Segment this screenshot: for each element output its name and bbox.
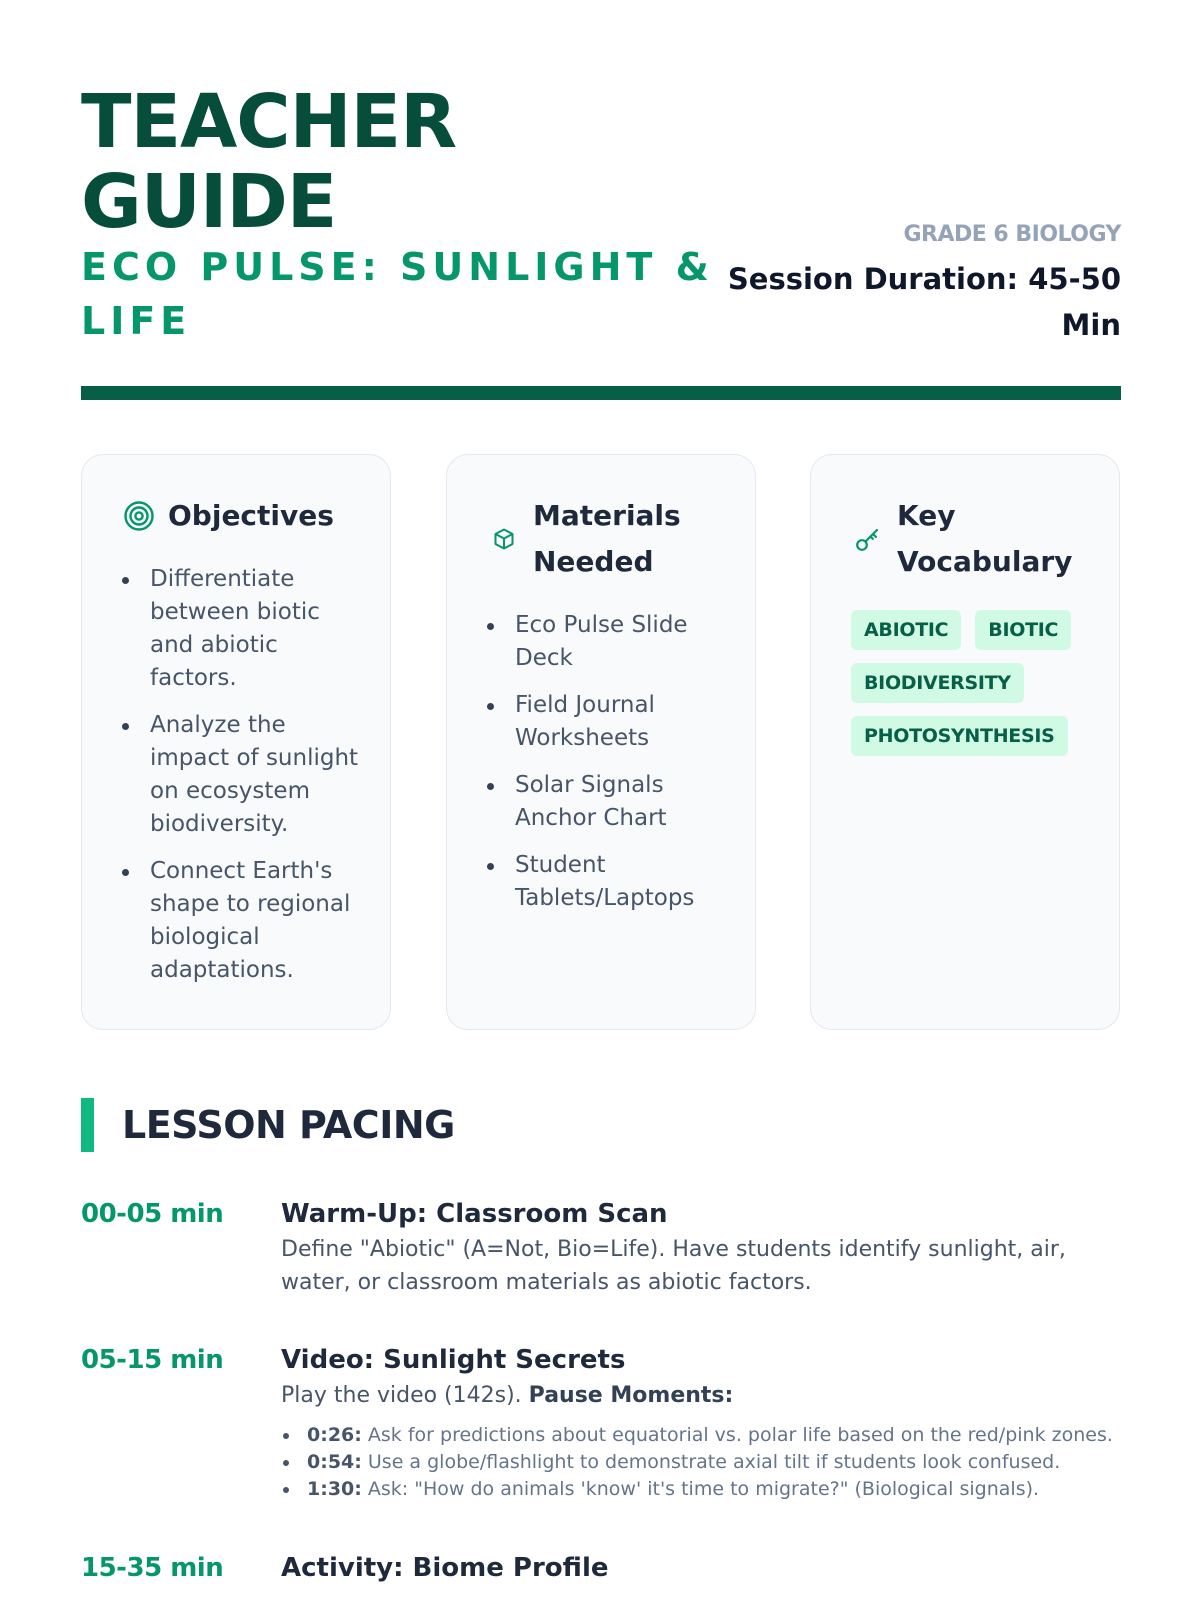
pause-timestamp: 0:54:	[307, 1451, 362, 1473]
subtitle-line-2: LIFE	[81, 299, 192, 343]
vocabulary-tags	[851, 610, 1099, 756]
materials-title	[533, 493, 681, 585]
list-item	[281, 1422, 1121, 1449]
lesson-pacing-title: LESSON PACING	[122, 1103, 455, 1147]
lesson-subtitle	[81, 240, 721, 348]
section-accent-bar	[81, 1098, 94, 1152]
list-item: Student Tablets/Laptops	[487, 849, 733, 915]
vocabulary-card	[810, 454, 1120, 1030]
pacing-step-title: Activity: Biome Profile	[281, 1553, 609, 1583]
header-divider	[81, 386, 1121, 400]
overview-cards	[81, 454, 1121, 1030]
box-icon	[487, 522, 521, 556]
list-item: Connect Earth's shape to regional biological adaptations.	[122, 855, 368, 987]
key-icon	[851, 522, 885, 556]
pause-timestamp: 0:26:	[307, 1424, 362, 1446]
vocabulary-card-header	[851, 493, 1099, 585]
pacing-step-text: Define "Abiotic" (A=Not, Bio=Life). Have students identify sunlight, air, water, or classroom materials as abiotic factors.	[281, 1237, 1066, 1295]
vocabulary-title-line-2: Vocabulary	[897, 545, 1073, 578]
pacing-time: 05-15 min	[81, 1345, 224, 1375]
materials-card	[446, 454, 756, 1030]
list-item: Eco Pulse Slide Deck	[487, 609, 733, 675]
pacing-time: 00-05 min	[81, 1199, 224, 1229]
pause-moments-label: Pause Moments:	[528, 1383, 734, 1408]
list-item	[281, 1476, 1121, 1503]
page-title	[81, 79, 701, 245]
list-item: Field Journal Worksheets	[487, 689, 733, 755]
target-icon	[122, 499, 156, 533]
duration-line-1: Session Duration: 45-50	[727, 262, 1121, 296]
list-item	[281, 1449, 1121, 1476]
vocab-tag-abiotic: ABIOTIC	[851, 610, 961, 650]
materials-card-header	[487, 493, 735, 585]
duration-line-2: Min	[1061, 308, 1121, 342]
title-line-1: TEACHER	[81, 79, 457, 165]
vocab-tag-biotic: BIOTIC	[975, 610, 1071, 650]
pacing-step-title: Warm-Up: Classroom Scan	[281, 1199, 668, 1229]
objectives-list	[122, 563, 368, 1001]
list-item: Analyze the impact of sunlight on ecosystem biodiversity.	[122, 709, 368, 841]
vocabulary-title	[897, 493, 1072, 585]
pacing-content	[281, 1342, 1121, 1503]
pause-timestamp: 1:30:	[307, 1478, 362, 1500]
pacing-time: 15-35 min	[81, 1553, 224, 1583]
teacher-guide-page	[81, 0, 1121, 1583]
materials-title-line-1: Materials	[533, 499, 681, 532]
list-item: Differentiate between biotic and abiotic factors.	[122, 563, 368, 695]
pacing-content	[281, 1196, 1121, 1299]
pacing-text-prefix: Play the video (142s).	[281, 1383, 529, 1408]
vocabulary-title-line-1: Key	[897, 499, 956, 532]
vocab-tag-photosynthesis: PHOTOSYNTHESIS	[851, 716, 1068, 756]
pacing-content	[281, 1550, 1121, 1586]
session-meta	[721, 216, 1121, 348]
session-duration	[721, 256, 1121, 348]
vocab-tag-biodiversity: BIODIVERSITY	[851, 663, 1024, 703]
subtitle-line-1: ECO PULSE: SUNLIGHT &	[81, 245, 714, 289]
objectives-card-header	[122, 493, 370, 539]
guide-header	[81, 0, 1121, 400]
list-item: Solar Signals Anchor Chart	[487, 769, 733, 835]
title-line-2: GUIDE	[81, 159, 337, 245]
grade-label: GRADE 6 BIOLOGY	[903, 222, 1121, 247]
lesson-pacing-heading	[81, 1098, 455, 1152]
pacing-step-title: Video: Sunlight Secrets	[281, 1345, 626, 1375]
pause-note: Ask: "How do animals 'know' it's time to migrate?" (Biological signals).	[361, 1478, 1040, 1500]
pause-moments-list	[281, 1422, 1121, 1503]
objectives-card	[81, 454, 391, 1030]
objectives-title: Objectives	[168, 499, 334, 532]
pacing-step-text	[281, 1379, 1121, 1412]
pause-note: Ask for predictions about equatorial vs. polar life based on the red/pink zones.	[361, 1424, 1113, 1446]
pause-note: Use a globe/flashlight to demonstrate axial tilt if students look confused.	[361, 1451, 1061, 1473]
materials-list	[487, 609, 733, 929]
materials-title-line-2: Needed	[533, 545, 654, 578]
